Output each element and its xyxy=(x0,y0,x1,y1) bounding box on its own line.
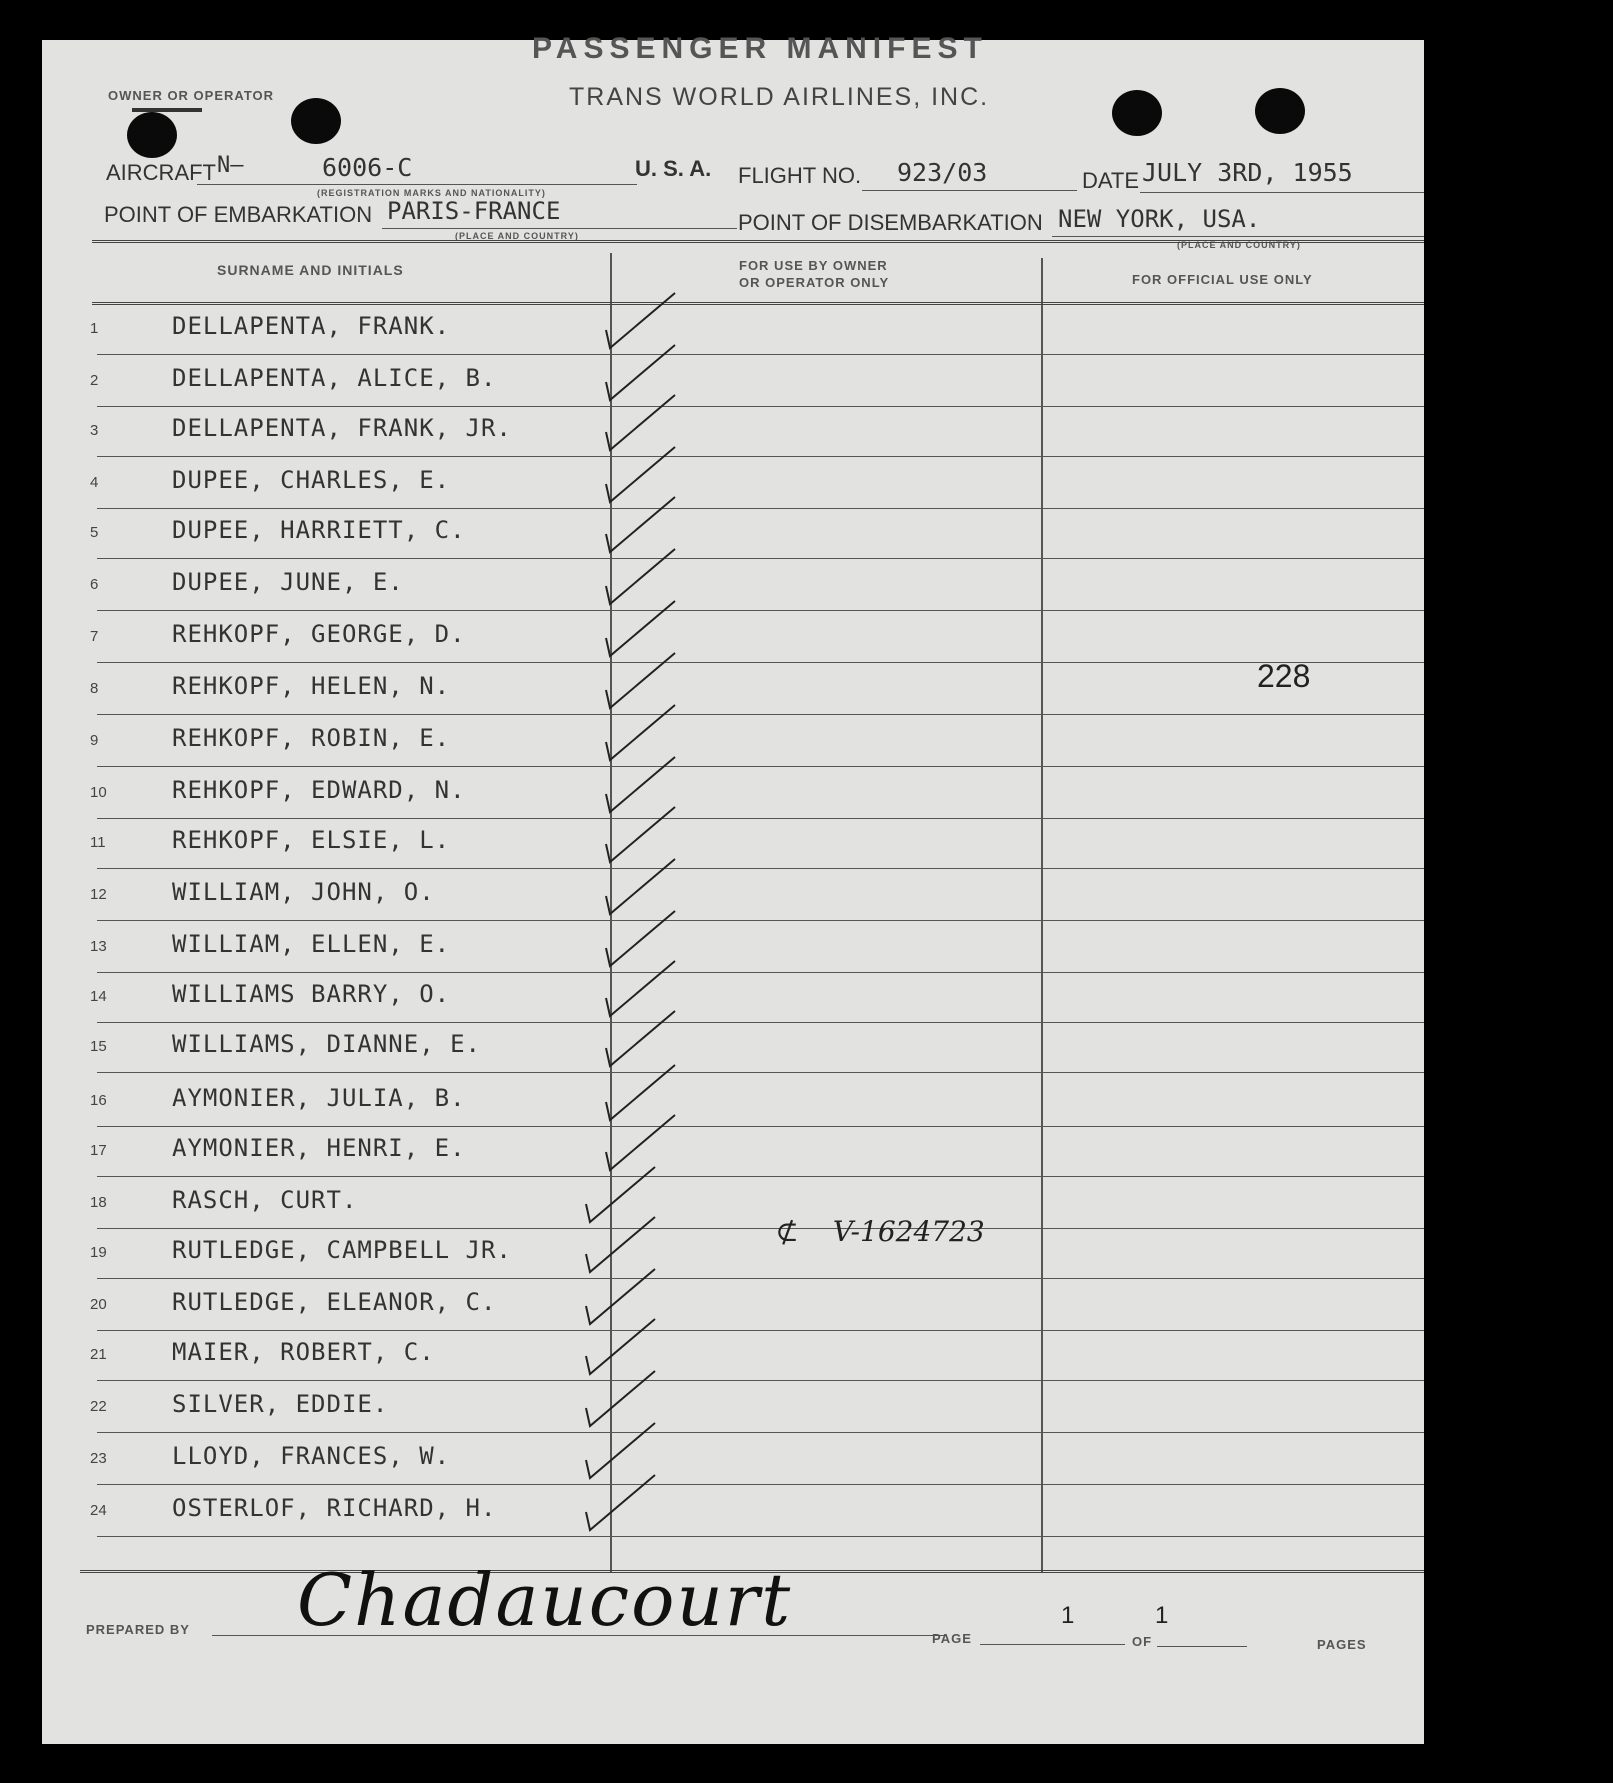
row-rule xyxy=(97,1330,1424,1331)
flight-underline xyxy=(862,190,1077,191)
checkmark xyxy=(606,807,675,862)
of-underline xyxy=(1157,1646,1247,1647)
row-rule xyxy=(97,1072,1424,1073)
passenger-name: DELLAPENTA, FRANK, JR. xyxy=(172,414,512,442)
embarkation-label: POINT OF EMBARKATION xyxy=(104,202,373,227)
row-number: 3 xyxy=(90,422,99,439)
row-rule xyxy=(97,1228,1424,1229)
passenger-name: DELLAPENTA, FRANK. xyxy=(172,312,451,340)
row-rule xyxy=(97,508,1424,509)
passenger-name: WILLIAMS, DIANNE, E. xyxy=(172,1030,481,1058)
aircraft-registration: 6006-C xyxy=(322,153,413,182)
checkmark xyxy=(606,961,675,1016)
flight-date: JULY 3RD, 1955 xyxy=(1142,158,1353,187)
passenger-name: LLOYD, FRANCES, W. xyxy=(172,1442,451,1470)
disembarkation-underline xyxy=(1052,236,1424,237)
owner-operator-mark xyxy=(132,108,202,112)
aircraft-underline xyxy=(197,184,637,185)
row-number: 6 xyxy=(90,576,99,593)
row-number: 8 xyxy=(90,680,99,697)
row-number: 11 xyxy=(90,834,106,851)
row-rule xyxy=(97,1536,1424,1537)
row-number: 5 xyxy=(90,524,99,541)
page-label: PAGE xyxy=(932,1631,972,1646)
pages-label: PAGES xyxy=(1317,1637,1367,1652)
passenger-name: WILLIAM, JOHN, O. xyxy=(172,878,435,906)
prepared-by-label: PREPARED BY xyxy=(86,1622,190,1637)
flight-number: 923/03 xyxy=(897,158,988,187)
row-number: 12 xyxy=(90,886,107,903)
passenger-name: OSTERLOF, RICHARD, H. xyxy=(172,1494,497,1522)
date-label: DATE xyxy=(1082,168,1140,193)
row-rule xyxy=(97,920,1424,921)
row-rule xyxy=(97,766,1424,767)
row18-note xyxy=(770,1215,985,1248)
row-number: 9 xyxy=(90,732,99,749)
country-label: U. S. A. xyxy=(635,156,712,181)
airline-name: TRANS WORLD AIRLINES, INC. xyxy=(569,83,990,111)
row-number: 24 xyxy=(90,1502,107,1519)
row-number: 1 xyxy=(90,320,99,337)
passenger-name: DUPEE, CHARLES, E. xyxy=(172,466,451,494)
header-bottom-rule xyxy=(92,302,1424,305)
row-rule xyxy=(97,818,1424,819)
manifest-sheet xyxy=(42,32,1424,1744)
punch-hole xyxy=(1255,88,1305,134)
registration-caption: (REGISTRATION MARKS AND NATIONALITY) xyxy=(317,188,546,198)
official-number: 228 xyxy=(1257,658,1311,694)
punch-hole xyxy=(127,112,177,158)
disembarkation-caption: (PLACE AND COUNTRY) xyxy=(1177,240,1301,250)
passenger-name: MAIER, ROBERT, C. xyxy=(172,1338,435,1366)
row-number: 10 xyxy=(90,784,107,801)
row-number: 16 xyxy=(90,1092,107,1109)
row-number: 17 xyxy=(90,1142,107,1159)
of-label: OF xyxy=(1132,1634,1153,1649)
row-rule xyxy=(97,1022,1424,1023)
row-rule xyxy=(97,456,1424,457)
table-top-rule xyxy=(92,240,1424,243)
row-rule xyxy=(97,972,1424,973)
row-number: 2 xyxy=(90,372,99,389)
checkmark xyxy=(606,1115,675,1170)
owner-operator-label: OWNER OR OPERATOR xyxy=(108,88,275,103)
passenger-name: RASCH, CURT. xyxy=(172,1186,358,1214)
passenger-name: DUPEE, JUNE, E. xyxy=(172,568,404,596)
row-rule xyxy=(97,558,1424,559)
row-rule xyxy=(97,406,1424,407)
embarkation-underline xyxy=(382,228,737,229)
checkmark xyxy=(586,1319,655,1374)
row-number: 22 xyxy=(90,1398,107,1415)
row-number: 4 xyxy=(90,474,99,491)
passenger-name: WILLIAM, ELLEN, E. xyxy=(172,930,451,958)
passenger-name: REHKOPF, GEORGE, D. xyxy=(172,620,466,648)
row-number: 23 xyxy=(90,1450,107,1467)
manifest-title: PASSENGER MANIFEST xyxy=(532,32,988,65)
row-number: 13 xyxy=(90,938,107,955)
row-number: 20 xyxy=(90,1296,107,1313)
passenger-name: WILLIAMS BARRY, O. xyxy=(172,980,451,1008)
passenger-name: REHKOPF, ELSIE, L. xyxy=(172,826,451,854)
disembarkation-label: POINT OF DISEMBARKATION xyxy=(738,210,1043,235)
passenger-name: AYMONIER, HENRI, E. xyxy=(172,1134,466,1162)
checkmark xyxy=(606,497,675,552)
passenger-name: RUTLEDGE, ELEANOR, C. xyxy=(172,1288,497,1316)
passenger-name: RUTLEDGE, CAMPBELL JR. xyxy=(172,1236,512,1264)
checkmark xyxy=(606,1011,675,1066)
aircraft-prefix: N— xyxy=(217,153,244,178)
passenger-name: SILVER, EDDIE. xyxy=(172,1390,389,1418)
passenger-name: REHKOPF, HELEN, N. xyxy=(172,672,451,700)
disembarkation-value: NEW YORK, USA. xyxy=(1058,205,1261,233)
row-number: 18 xyxy=(90,1194,107,1211)
column-divider-1 xyxy=(610,253,612,1573)
punch-hole xyxy=(1112,90,1162,136)
row-rule xyxy=(97,354,1424,355)
row-number: 15 xyxy=(90,1038,107,1055)
owner-use-header-line1: FOR USE BY OWNER xyxy=(739,258,888,273)
row-rule xyxy=(97,1176,1424,1177)
official-use-header: FOR OFFICIAL USE ONLY xyxy=(1132,272,1313,287)
row-rule xyxy=(97,1432,1424,1433)
visa-number: V-1624723 xyxy=(832,1215,985,1248)
total-pages: 1 xyxy=(1155,1602,1169,1629)
row-rule xyxy=(97,1126,1424,1127)
passenger-name: REHKOPF, EDWARD, N. xyxy=(172,776,466,804)
punch-hole xyxy=(291,98,341,144)
row-rule xyxy=(97,1484,1424,1485)
row-number: 7 xyxy=(90,628,99,645)
page-underline xyxy=(980,1644,1125,1645)
row-number: 14 xyxy=(90,988,107,1005)
row-rule xyxy=(97,868,1424,869)
row-number: 19 xyxy=(90,1244,107,1261)
passenger-name: AYMONIER, JULIA, B. xyxy=(172,1084,466,1112)
owner-use-header-line2: OR OPERATOR ONLY xyxy=(739,275,890,290)
row-rule xyxy=(97,662,1424,663)
checkmark xyxy=(606,395,675,450)
page-number: 1 xyxy=(1061,1602,1075,1629)
row-rule xyxy=(97,1278,1424,1279)
row-number: 21 xyxy=(90,1346,107,1363)
preparer-signature: Chadaucourt xyxy=(297,1558,793,1642)
checkmark xyxy=(586,1217,655,1272)
embarkation-value: PARIS-FRANCE xyxy=(387,197,561,225)
aircraft-label: AIRCRAFT xyxy=(106,160,216,185)
row-rule xyxy=(97,714,1424,715)
date-underline xyxy=(1140,192,1424,193)
row-rule xyxy=(97,1380,1424,1381)
checkmark xyxy=(606,1065,675,1120)
strike-mark: ⊄ xyxy=(775,1215,799,1248)
surname-column-header: SURNAME AND INITIALS xyxy=(217,262,404,278)
passenger-name: DUPEE, HARRIETT, C. xyxy=(172,516,466,544)
passenger-name: REHKOPF, ROBIN, E. xyxy=(172,724,451,752)
row-rule xyxy=(97,610,1424,611)
passenger-name: DELLAPENTA, ALICE, B. xyxy=(172,364,497,392)
embarkation-caption: (PLACE AND COUNTRY) xyxy=(455,231,579,241)
flight-label: FLIGHT NO. xyxy=(738,163,862,188)
